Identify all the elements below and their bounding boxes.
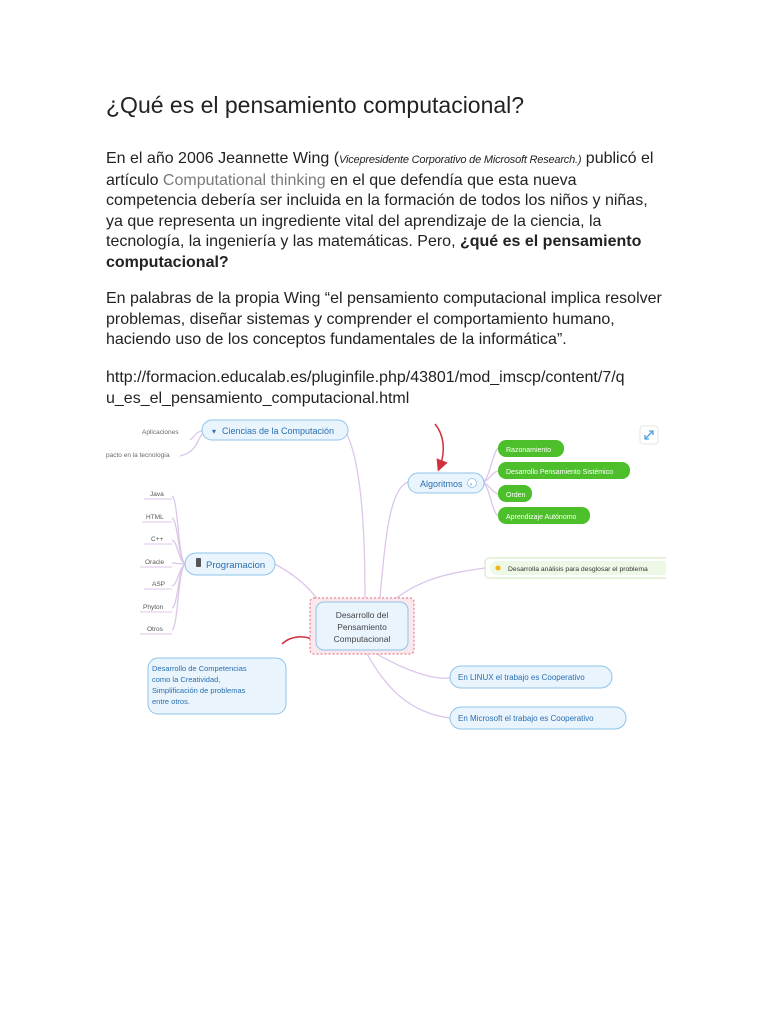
mindmap-figure <box>100 418 666 748</box>
ciencias-label: Ciencias de la Computación <box>222 426 335 436</box>
competencias-line2: como la Creatividad, <box>152 675 221 684</box>
computational-thinking-link[interactable]: Computational thinking <box>162 171 326 189</box>
node-microsoft[interactable] <box>450 707 626 729</box>
paragraph-intro <box>106 149 666 273</box>
svg-text:›: › <box>470 482 472 488</box>
lang-java: Java <box>150 491 164 498</box>
center-line2: Pensamiento <box>337 622 387 632</box>
question-text: ¿qué es el pensamiento computacional? <box>106 233 642 271</box>
algoritmos-expand-icon[interactable] <box>468 479 477 488</box>
analisis-label: Desarrolla análisis para desglosar el problema <box>508 566 648 573</box>
competencias-line3: Simplificación de problemas <box>152 686 246 695</box>
expand-icon[interactable] <box>640 426 658 444</box>
node-competencias[interactable] <box>148 658 286 714</box>
credit-text: Vicepresidente Corporativo de Microsoft Research.) <box>339 154 582 166</box>
algoritmos-children <box>498 440 630 524</box>
lightbulb-icon <box>496 566 501 571</box>
node-programacion[interactable] <box>185 553 275 575</box>
aplicaciones-label: Aplicaciones <box>142 429 179 436</box>
orden-label: Orden <box>506 492 526 499</box>
node-analisis[interactable] <box>485 558 666 578</box>
ciencias-bullet-icon: ▾ <box>212 427 217 436</box>
languages-list <box>140 491 172 634</box>
connector-sistemico <box>483 471 498 482</box>
lang-html: HTML <box>146 514 164 521</box>
source-url[interactable] <box>106 368 666 409</box>
mindmap-svg <box>100 418 666 748</box>
connector-impacto <box>180 434 202 456</box>
autonomo-label: Aprendizaje Autónomo <box>506 514 577 521</box>
lang-otros: Otros <box>147 626 163 633</box>
node-center[interactable] <box>310 598 414 654</box>
connector-autonomo <box>483 482 498 516</box>
node-ciencias[interactable] <box>202 420 348 440</box>
competencias-line4: entre otros. <box>152 697 190 706</box>
microsoft-label: En Microsoft el trabajo es Cooperativo <box>458 714 594 723</box>
lang-cpp: C++ <box>151 536 164 543</box>
node-algoritmos[interactable] <box>408 473 484 493</box>
competencias-line1: Desarrollo de Competencias <box>152 664 247 673</box>
source-url-line1: http://formacion.educalab.es/pluginfile.php/43801/mod_imscp/content/7/q <box>106 369 625 386</box>
lang-phyton: Phyton <box>143 604 164 611</box>
center-line3: Computacional <box>333 634 391 644</box>
programacion-label: Programacion <box>206 560 266 571</box>
connector-phyton <box>172 564 185 608</box>
phone-icon <box>196 558 201 567</box>
connector-algoritmos <box>380 482 408 598</box>
center-line1: Desarrollo del <box>335 610 389 620</box>
linux-label: En LINUX el trabajo es Cooperativo <box>458 673 585 682</box>
sistemico-label: Desarrollo Pensamiento Sistémico <box>506 469 613 476</box>
connector-ciencias <box>345 430 365 598</box>
algoritmos-label: Algoritmos <box>420 479 463 489</box>
node-linux[interactable] <box>450 666 612 688</box>
lang-asp: ASP <box>152 581 166 588</box>
page-title: ¿Qué es el pensamiento computacional? <box>106 92 525 118</box>
connector-microsoft <box>365 650 450 718</box>
connector-aplicaciones <box>190 431 202 440</box>
connector-analisis <box>390 568 485 603</box>
impacto-label: pacto en la tecnología <box>106 452 170 459</box>
arrow-algoritmos <box>435 424 443 466</box>
source-url-line2: u_es_el_pensamiento_computacional.html <box>106 389 410 407</box>
after-link-text: en el que defendía que esta nueva competencia debería ser incluida en la formación de todos los niños y niñas, ya que representa un ingrediente vital del aprendizaje de la ciencia, la tecnología, la ingeniería y las matemáticas. Pero, <box>106 171 648 250</box>
razonamiento-label: Razonamiento <box>506 447 552 454</box>
before-link-text: publicó el artículo <box>106 150 654 189</box>
intro-text: En el año 2006 Jeannette Wing ( <box>106 150 340 167</box>
paragraph-wing-quote: En palabras de la propia Wing “el pensamiento computacional implica resolver problemas, diseñar sistemas y comprender el comportamiento humano, haciendo uso de los conceptos fundamentales de la informática”. <box>106 290 662 348</box>
lang-oracle: Oracle <box>145 559 165 566</box>
